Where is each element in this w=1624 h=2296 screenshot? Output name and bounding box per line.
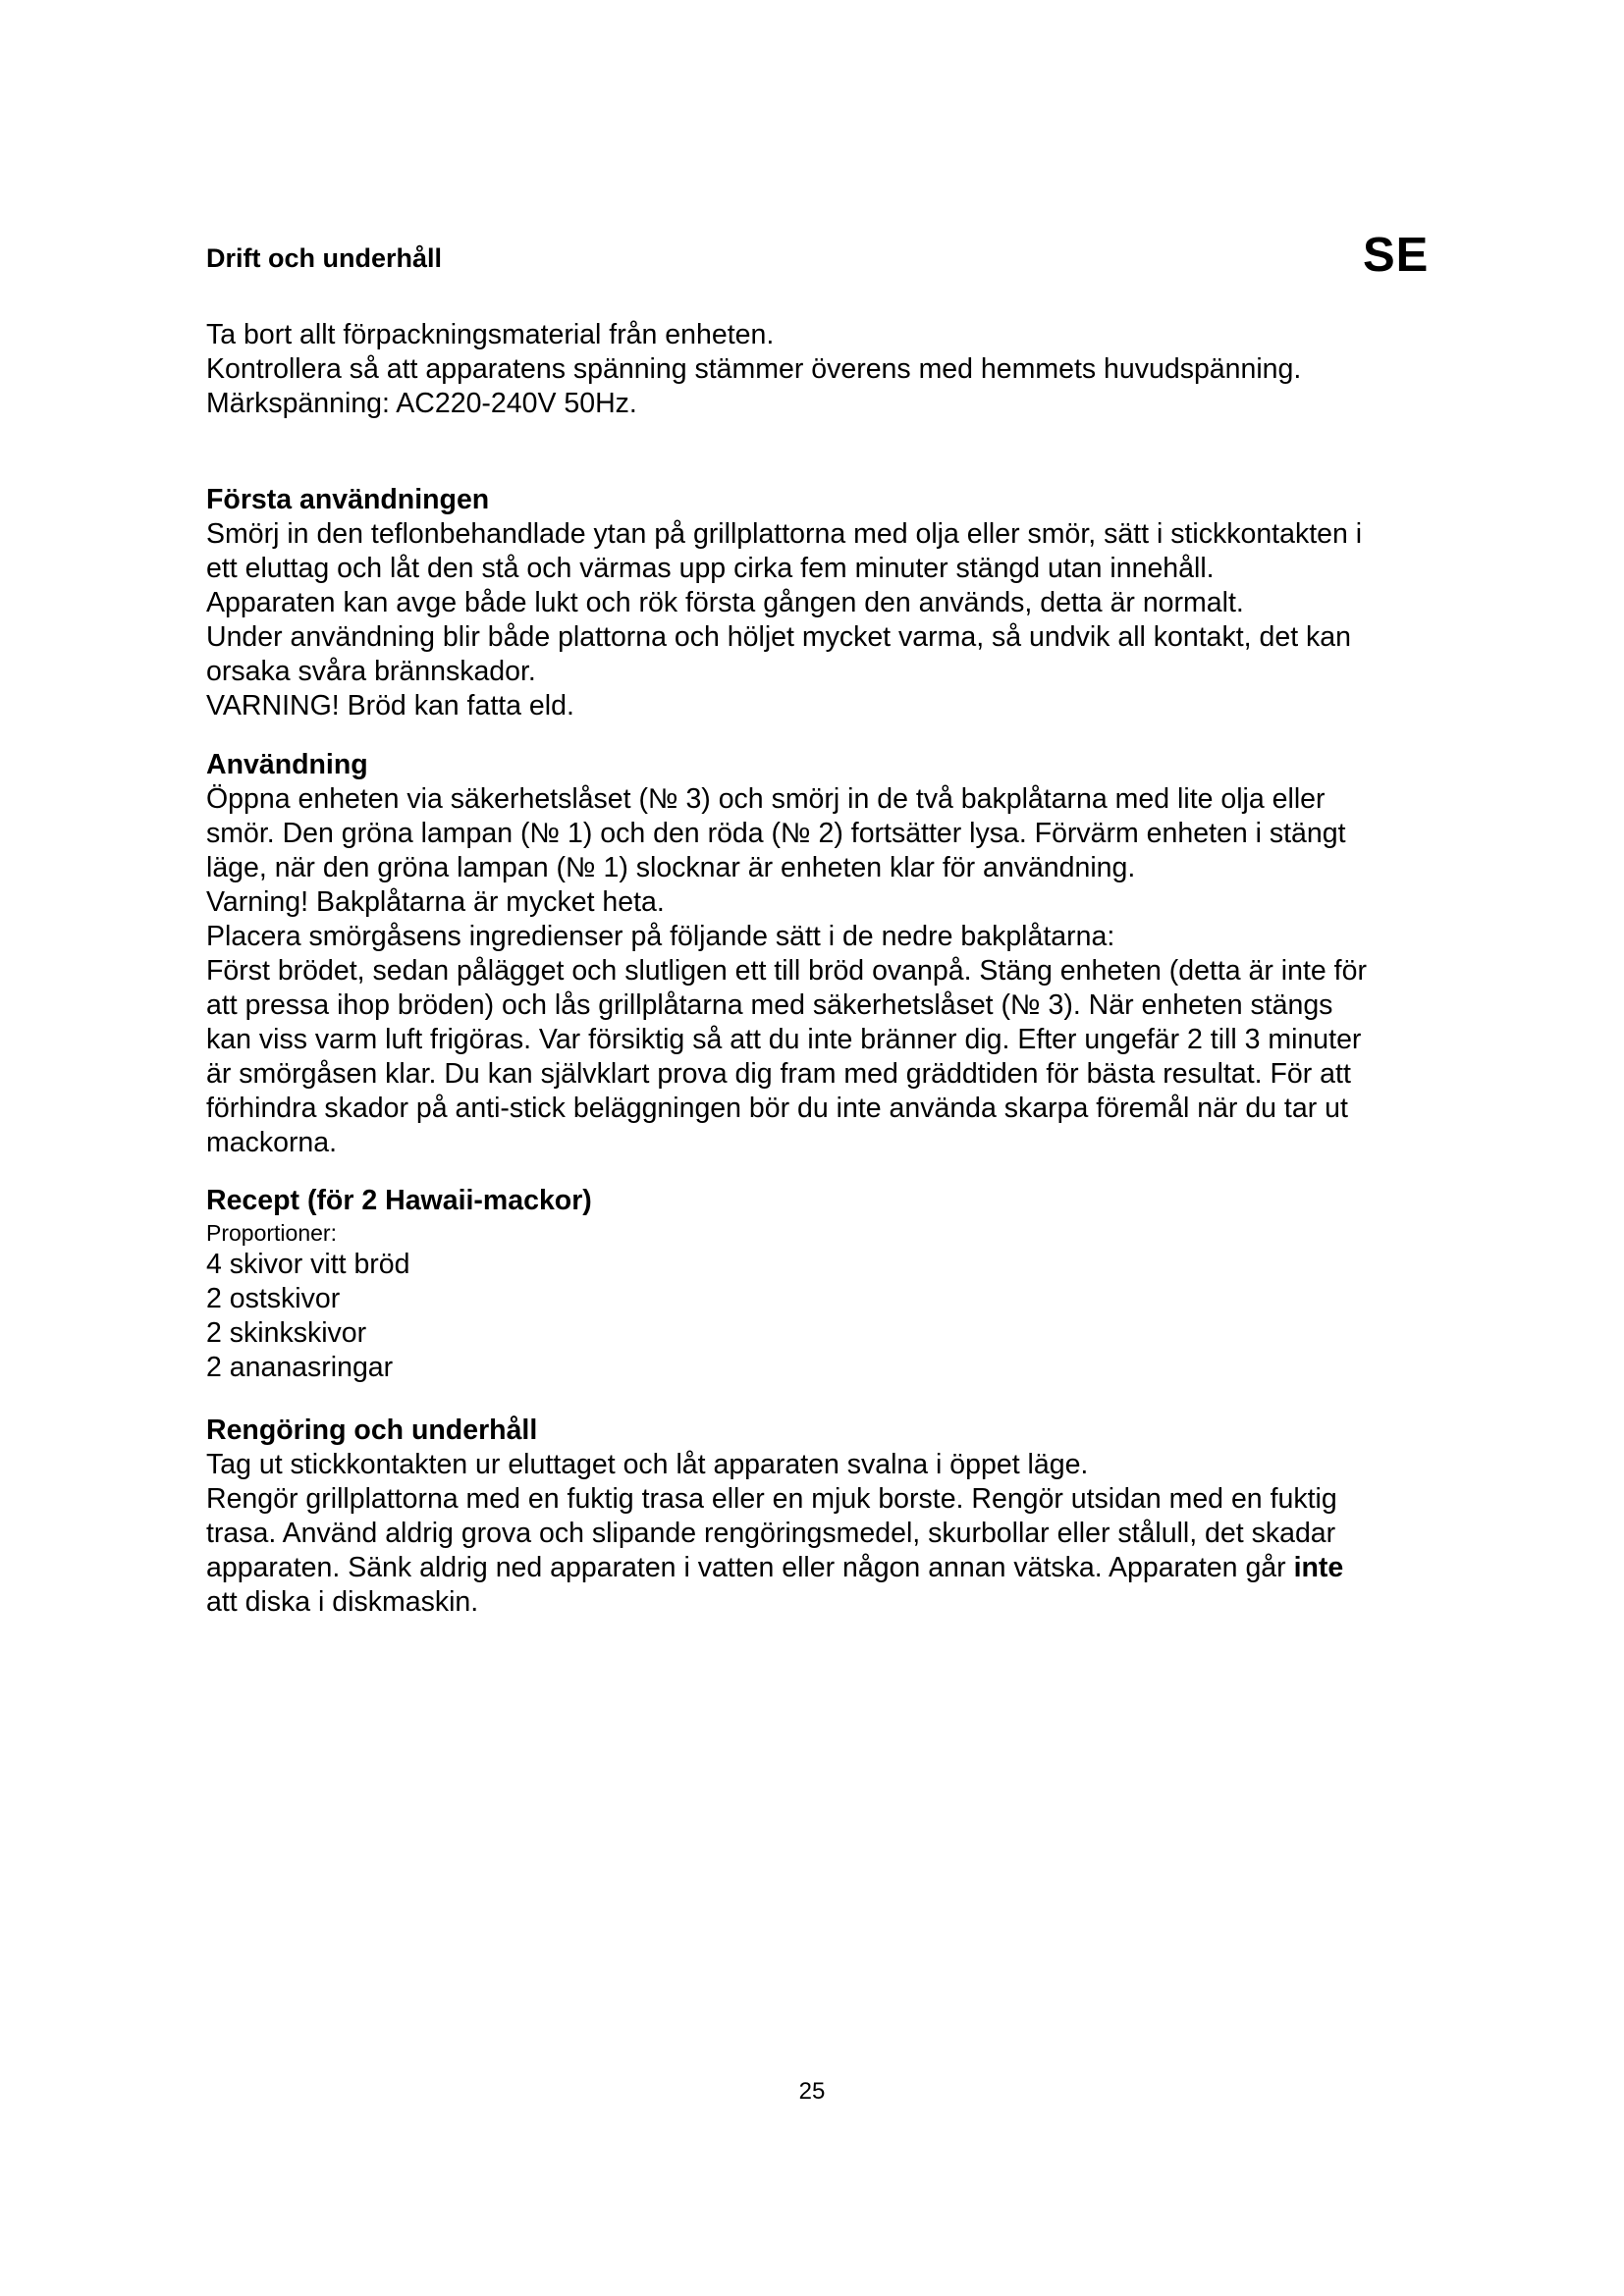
first-use-heading: Första användningen	[206, 484, 490, 515]
page-number: 25	[798, 2078, 826, 2105]
cleaning-line: att diska i diskmaskin.	[206, 1586, 479, 1618]
cleaning-line: trasa. Använd aldrig grova och slipande rengöringsmedel, skurbollar eller stålull, det skadar	[206, 1518, 1336, 1549]
cleaning-line: Tag ut stickkontakten ur eluttaget och låt apparaten svalna i öppet läge.	[206, 1449, 1089, 1480]
intro-line: Kontrollera så att apparatens spänning stämmer överens med hemmets huvudspänning.	[206, 353, 1302, 385]
recipe-item: 4 skivor vitt bröd	[206, 1249, 410, 1280]
usage-section	[206, 748, 1434, 1160]
first-use-line: orsaka svåra brännskador.	[206, 656, 536, 687]
first-use-line: Under användning blir både plattorna och höljet mycket varma, så undvik all kontakt, det kan	[206, 621, 1351, 653]
usage-line: smör. Den gröna lampan (№ 1) och den röda (№ 2) fortsätter lysa. Förvärm enheten i stängt	[206, 818, 1346, 849]
usage-line: läge, när den gröna lampan (№ 1) slocknar är enheten klar för användning.	[206, 852, 1136, 883]
cleaning-emphasis: inte	[1293, 1552, 1344, 1583]
recipe-item: 2 ostskivor	[206, 1283, 341, 1314]
recipe-section	[206, 1184, 1434, 1385]
usage-line: Placera smörgåsens ingredienser på följande sätt i de nedre bakplåtarna:	[206, 921, 1115, 952]
recipe-item: 2 skinkskivor	[206, 1317, 367, 1349]
cleaning-line-text: apparaten. Sänk aldrig ned apparaten i vatten eller någon annan vätska. Apparaten går	[206, 1552, 1294, 1583]
usage-line: är smörgåsen klar. Du kan självklart prova dig fram med gräddtiden för bästa resultat. För att	[206, 1058, 1351, 1090]
usage-line: Varning! Bakplåtarna är mycket heta.	[206, 886, 665, 918]
usage-line: kan viss varm luft frigöras. Var försiktig så att du inte bränner dig. Efter ungefär 2 till 3 minuter	[206, 1024, 1362, 1055]
intro-line: Ta bort allt förpackningsmaterial från enheten.	[206, 319, 775, 350]
recipe-heading: Recept (för 2 Hawaii-mackor)	[206, 1185, 592, 1216]
recipe-subheading: Proportioner:	[206, 1220, 337, 1246]
first-use-section	[206, 483, 1434, 723]
first-use-line: VARNING! Bröd kan fatta eld.	[206, 690, 574, 721]
recipe-item: 2 ananasringar	[206, 1352, 394, 1383]
first-use-line: Smörj in den teflonbehandlade ytan på grillplattorna med olja eller smör, sätt i stickkontakten i	[206, 518, 1363, 550]
cleaning-line	[206, 1551, 1434, 1585]
usage-line: att pressa ihop bröden) och lås grillplåtarna med säkerhetslåset (№ 3). När enheten stängs	[206, 989, 1333, 1021]
cleaning-line: Rengör grillplattorna med en fuktig trasa eller en mjuk borste. Rengör utsidan med en fuktig	[206, 1483, 1337, 1515]
usage-line: förhindra skador på anti-stick beläggningen bör du inte använda skarpa föremål när du tar ut	[206, 1093, 1348, 1124]
usage-line: Öppna enheten via säkerhetslåset (№ 3) och smörj in de två bakplåtarna med lite olja eller	[206, 783, 1326, 815]
language-code: SE	[1363, 229, 1430, 282]
usage-heading: Användning	[206, 749, 368, 780]
intro-section	[206, 318, 1434, 421]
usage-line: mackorna.	[206, 1127, 338, 1158]
intro-line: Märkspänning: AC220-240V 50Hz.	[206, 388, 637, 419]
first-use-line: ett eluttag och låt den stå och värmas upp cirka fem minuter stängd utan innehåll.	[206, 553, 1215, 584]
cleaning-section	[206, 1414, 1434, 1620]
usage-line: Först brödet, sedan pålägget och slutligen ett till bröd ovanpå. Stäng enheten (detta är inte för	[206, 955, 1367, 987]
first-use-line: Apparaten kan avge både lukt och rök första gången den används, detta är normalt.	[206, 587, 1244, 618]
section-title: Drift och underhåll	[206, 243, 443, 273]
cleaning-heading: Rengöring och underhåll	[206, 1415, 538, 1446]
